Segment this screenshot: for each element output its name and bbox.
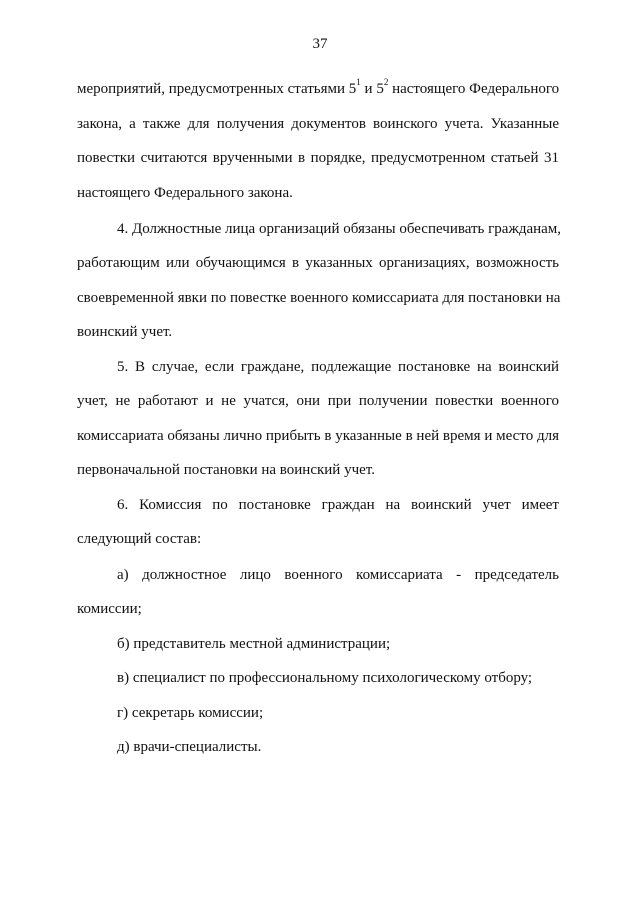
text-line (77, 77, 560, 98)
text-line: д) врачи-специалисты. (117, 739, 262, 755)
text-line: 5. В случае, если граждане, подлежащие постановке на воинский (117, 359, 559, 375)
text-line: 6. Комиссия по постановке граждан на воинский учет имеет (117, 497, 559, 513)
text-line: настоящего Федерального закона. (77, 185, 293, 201)
text-line: б) представитель местной администрации; (117, 636, 391, 652)
text-line: г) секретарь комиссии; (117, 705, 264, 721)
text-line: повестки считаются врученными в порядке, предусмотренном статьей 31 (77, 150, 559, 166)
text-line: следующий состав: (77, 531, 202, 547)
text-line: своевременной явки по повестке военного комиссариата для постановки на (77, 290, 561, 306)
superscript: 1 (356, 77, 361, 87)
text-line: а) должностное лицо военного комиссариата - председатель (117, 567, 559, 583)
text-line: первоначальной постановки на воинский учет. (77, 462, 375, 478)
text-line: комиссии; (77, 601, 142, 617)
text-line: закона, а также для получения документов воинского учета. Указанные (77, 116, 559, 132)
text-line: учет, не работают и не учатся, они при получении повестки военного (77, 393, 559, 409)
text-fragment: мероприятий, предусмотренных статьями 5 (77, 81, 357, 97)
text-line: воинский учет. (77, 324, 173, 340)
superscript: 2 (383, 77, 389, 87)
text-line: комиссариата обязаны лично прибыть в указанные в ней время и место для (77, 428, 559, 444)
page-number: 37 (312, 36, 328, 52)
text-line: в) специалист по профессиональному психологическому отбору; (117, 670, 533, 686)
text-line: 4. Должностные лица организаций обязаны обеспечивать гражданам, (117, 221, 562, 237)
text-line: работающим или обучающимся в указанных организациях, возможность (77, 255, 559, 271)
text-fragment: настоящего Федерального (388, 81, 560, 97)
text-fragment: и 5 (360, 81, 384, 97)
